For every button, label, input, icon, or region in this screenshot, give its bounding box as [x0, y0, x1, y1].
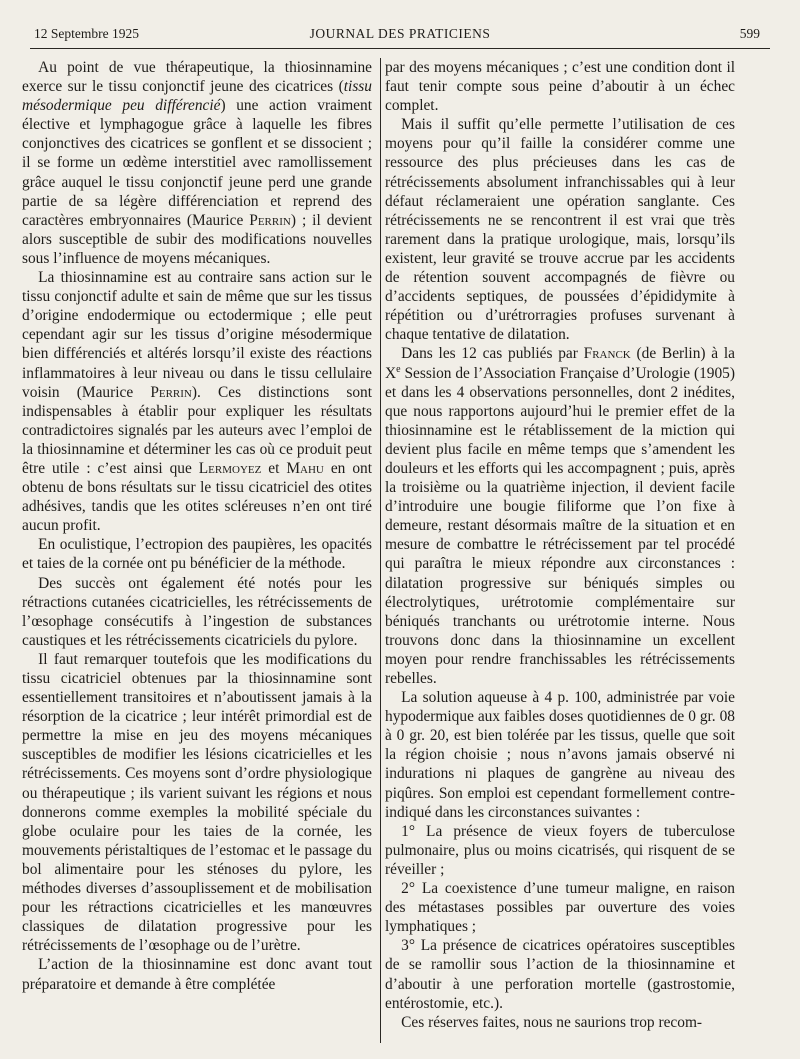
page-header: [34, 26, 766, 48]
paragraph: En oculistique, l’ectropion des paupières, les opacités et taies de la cornée ont pu bénéficier de la méthode.: [22, 536, 372, 573]
paragraph-continuation: par des moyens mécaniques ; c’est une condition dont il faut tenir compte sous peine d’aboutir à un échec complet.: [385, 59, 735, 115]
paragraph: Des succès ont également été notés pour les rétractions cutanées cicatricielles, les rétrécissements de l’œsophage consécutifs à l’ingestion de substances caustiques et les rétrécissements cicatriciels du pylore.: [22, 574, 372, 649]
column-divider: [380, 58, 381, 1043]
list-item: 1° La présence de vieux foyers de tuberculose pulmonaire, plus ou moins cicatrisés, qui risquent de se réveiller ;: [385, 822, 735, 878]
left-column: [22, 58, 372, 1051]
header-rule: [30, 48, 770, 49]
author-name: Mahu: [286, 459, 324, 477]
journal-title: JOURNAL DES PRATICIENS: [309, 26, 491, 41]
header-date: 12 Septembre 1925: [34, 26, 139, 41]
list-item: 3° La présence de cicatrices opératoires susceptibles de se ramollir sous l’action de la thiosinnamine et d’aboutir à une perforation mortelle (gastrostomie, entérostomie, etc.).: [385, 937, 735, 1012]
author-name: Perrin: [249, 211, 291, 229]
list-item: 2° La coexistence d’une tumeur maligne, en raison des métastases possibles par ouverture des voies lymphatiques ;: [385, 880, 735, 936]
paragraph: L’action de la thiosinnamine est donc avant tout préparatoire et demande à être complétée: [22, 956, 372, 993]
paragraph: La thiosinnamine est au contraire sans action sur le tissu conjonctif adulte et sain de même que sur les tissus d’origine endodermique ou ectodermique ; elle peut cependant agir sur les tissus d’origine mésodermique bien différenciés et altérés lorsqu’il existe des réactions inflammatoires à leur niveau ou dans le tissu cellulaire voisin (Maurice Perrin). Ces distinctions sont indispensables à établir pour expliquer les résultats contradictoires signalés par les auteurs avec l’emploi de la thiosinnamine et déterminer les cas où ce produit peut être utile : c’est ainsi que Lermoyez et Mahu en ont obtenu de bons résultats sur le tissu cicatriciel des otites adhésives, tandis que les otites scléreuses n’en ont tiré aucun profit.: [22, 269, 372, 535]
paragraph: Ces réserves faites, nous ne saurions trop recom-: [401, 1013, 703, 1031]
italic-phrase: tissu mésodermique peu différencié: [22, 78, 372, 115]
paragraph: Mais il suffit qu’elle permette l’utilisation de ces moyens pour qu’il faille la considérer comme une ressource des plus précieuses dans les cas de rétrécissements absolument infranchissables qui à leur défaut réclameraient une opération sanglante. Ces rétrécissements ne se rencontrent il est vrai que très rarement dans la pratique urologique, mais, lorsqu’ils existent, leur gravité se trouve accrue par les accidents de rétention souvent accompagnés de fièvre ou d’accidents septiques, de poussées d’épididymite à répétition ou d’urétrorragies profuses survenant à chaque tentative de dilatation.: [385, 116, 735, 344]
paragraph: Au point de vue thérapeutique, la thiosinnamine exerce sur le tissu conjonctif jeune des cicatrices (tissu mésodermique peu différencié) une action vraiment élective et lymphagogue grâce à laquelle les fibres conjonctives des cicatrices se gonflent et se dissocient ; il se forme un œdème interstitiel avec ramollissement grâce auquel le tissu conjonctif jeune perd une grande partie de sa légère différenciation et reprend des caractères embryonnaires (Maurice Perrin) ; il devient alors susceptible de subir des modifications nouvelles sous l’influence de moyens mécaniques.: [22, 59, 372, 267]
author-name: Perrin: [150, 383, 192, 401]
paragraph: Il faut remarquer toutefois que les modifications du tissu cicatriciel obtenues par la thiosinnamine sont essentiellement transitoires et n’aboutissent jamais à la résorption de la cicatrice ; leur intérêt primordial est de permettre la mise en jeu des moyens mécaniques susceptibles de modifier les lésions cicatricielles et les rétrécissements. Ces moyens sont d’ordre physiologique ou thérapeutique ; ils varient suivant les régions et nous donnerons comme exemples la mobilité spéciale du globe oculaire pour les taies de la cornée, les mouvements péristaltiques de l’estomac et le passage du bol alimentaire pour les sténoses du pylore, les méthodes diverses d’assouplissement et de mobilisation pour les rétractions cicatricielles et les manœuvres classiques de dilatation progressive pour les rétrécissements de l’œsophage ou de l’urètre.: [22, 650, 372, 955]
right-column: [385, 58, 735, 1051]
paragraph: La solution aqueuse à 4 p. 100, administrée par voie hypodermique aux faibles doses quotidiennes de 0 gr. 08 à 0 gr. 20, est bien tolérée par les tissus, quelle que soit la région choisie ; nous n’avons jamais observé ni indurations ni plaques de gangrène au niveau des piqûres. Son emploi est cependant formellement contre-indiqué dans les circonstances suivantes :: [385, 689, 735, 821]
paragraph: Dans les 12 cas publiés par Franck (de Berlin) à la Xe Session de l’Association Française d’Urologie (1905) et dans les 4 observations personnelles, dont 2 inédites, que nous rapportons aujourd’hui le premier effet de la thiosinnamine est le rétablissement de la miction qui devient plus facile en même temps que s’amendent les douleurs et les efforts qui les accompagnent ; puis, après la troisième ou la quatrième injection, il devient facile d’introduire une bougie filiforme que l’on fixe à demeure, restant désormais maître de la situation et en mesure de combattre le rétrécissement par tel procédé qui paraîtra le mieux répondre aux circonstances : dilatation progressive sur béniqués simples ou électrolytiques, urétrotomie complémentaire sur béniqués tranchants ou urétrotomie interne. Nous trouvons donc dans la thiosinnamine un excellent moyen pour rendre franchissables les rétrécissements rebelles.: [385, 345, 735, 687]
author-name: Lermoyez: [198, 459, 262, 477]
author-name: Franck: [583, 345, 631, 363]
page-number: 599: [739, 26, 760, 41]
